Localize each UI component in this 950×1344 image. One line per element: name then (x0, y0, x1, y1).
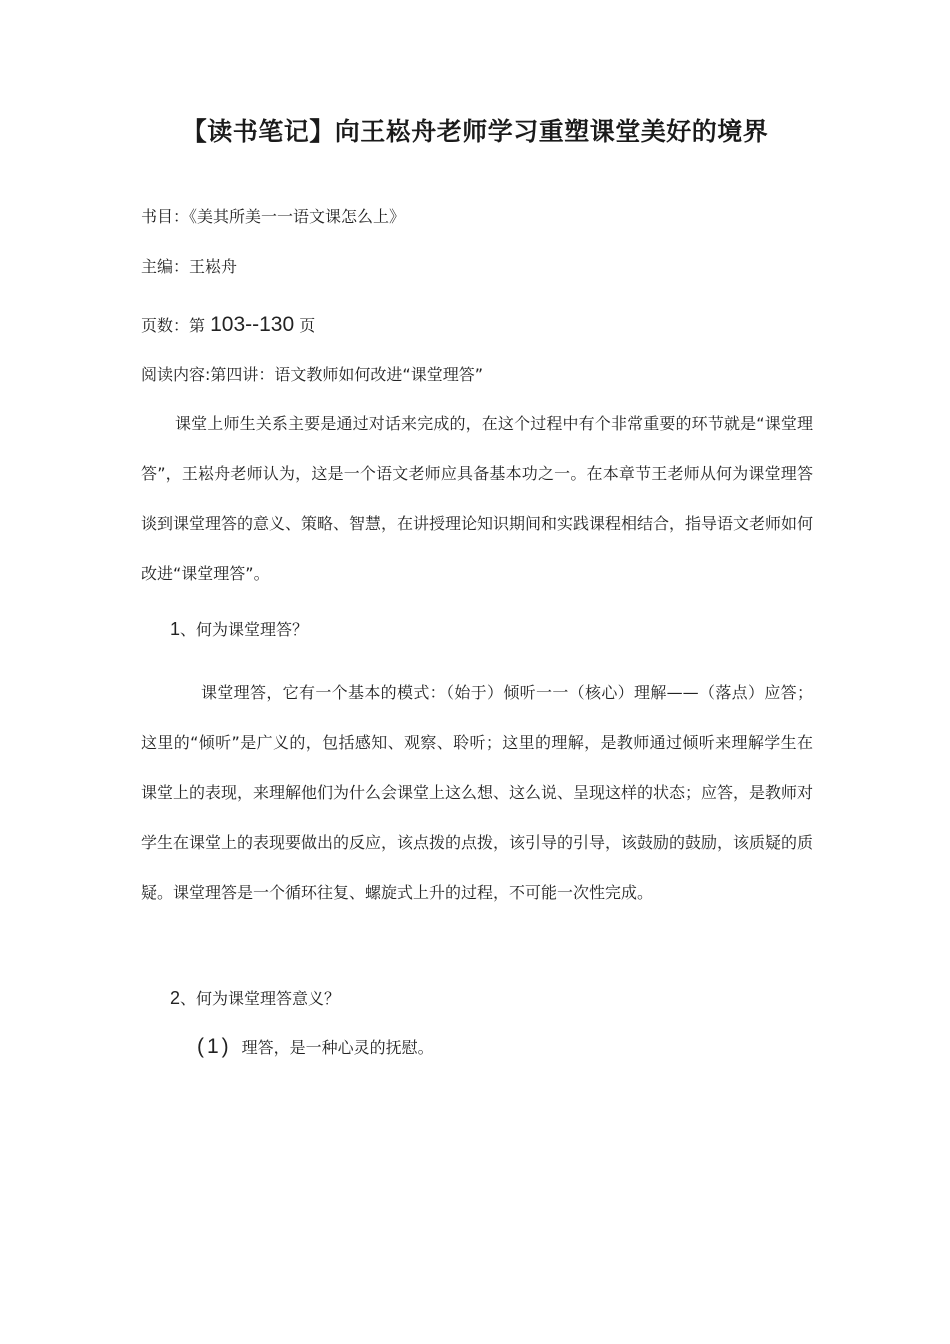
book-value: 《美其所美一一语文课怎么上》 (189, 207, 406, 226)
section2-heading (170, 987, 340, 1010)
book-label: 书目： (141, 207, 190, 226)
document-title: 【读书笔记】向王崧舟老师学习重塑课堂美好的境界 (181, 117, 769, 146)
editor-line (141, 256, 237, 278)
pages-line (141, 314, 315, 337)
content-line (141, 364, 483, 386)
book-line (141, 206, 405, 228)
section1-title: 、何为课堂理答？ (180, 620, 309, 639)
intro-paragraph: 课堂上师生关系主要是通过对话来完成的，在这个过程中有个非常重要的环节就是“课堂理答”，王崧舟老师认为，这是一个语文老师应具备基本功之一。在本章节王老师从何为课堂理答谈到课堂理答的意义、策略、智慧，在讲授理论知识期间和实践课程相结合，指导语文老师如何改进“课堂理答”。 (141, 414, 814, 583)
editor-label: 主编： (141, 257, 190, 276)
content-label: 阅读内容:第四讲： (141, 365, 275, 384)
pages-suffix: 页 (294, 316, 316, 335)
section2-title: 、何为课堂理答意义？ (180, 989, 341, 1008)
section2-number: 2 (170, 988, 181, 1008)
section1-number: 1 (170, 619, 181, 639)
section1-heading (170, 618, 308, 641)
item-number: (1) (197, 1035, 232, 1058)
pages-value: 103--130 (210, 313, 295, 336)
editor-value: 王崧舟 (189, 257, 238, 276)
section1-paragraph: 课堂理答，它有一个基本的模式：（始于）倾听一一（核心）理解——（落点）应答；这里的“倾听”是广义的，包括感知、观察、聆听；这里的理解，是教师通过倾听来理解学生在课堂上的表现，来理解他们为什么会课堂上这么想、这么说、呈现这样的状态；应答，是教师对学生在课堂上的表现要做出的反应，该点拨的点拨，该引导的引导，该鼓励的鼓励，该质疑的质疑。课堂理答是一个循环往复、螺旋式上升的过程，不可能一次性完成。 (141, 683, 814, 902)
item-text: 理答，是一种心灵的抚慰。 (241, 1038, 434, 1057)
section2-item (197, 1035, 434, 1060)
content-value: 语文教师如何改进“课堂理答” (274, 365, 483, 384)
pages-label: 页数：第 (141, 316, 211, 335)
